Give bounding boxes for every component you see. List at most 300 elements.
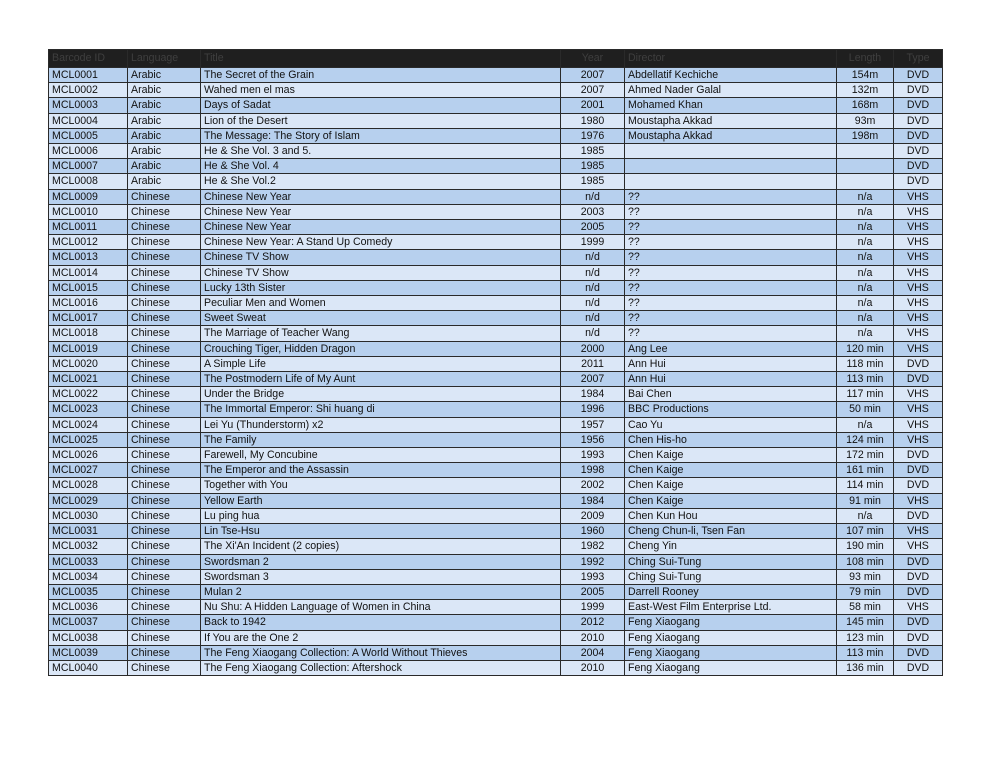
cell-language: Chinese: [128, 402, 201, 417]
cell-barcode-id: MCL0040: [49, 660, 128, 675]
cell-barcode-id: MCL0019: [49, 341, 128, 356]
cell-length: 136 min: [837, 660, 894, 675]
table-row: [49, 159, 943, 174]
cell-type: VHS: [894, 296, 943, 311]
cell-language: Chinese: [128, 615, 201, 630]
cell-length: 168m: [837, 98, 894, 113]
cell-director: ??: [625, 220, 837, 235]
cell-director: ??: [625, 204, 837, 219]
cell-language: Arabic: [128, 98, 201, 113]
cell-title: The Feng Xiaogang Collection: Aftershock: [201, 660, 561, 675]
cell-type: DVD: [894, 630, 943, 645]
cell-year: 1957: [561, 417, 625, 432]
cell-year: n/d: [561, 280, 625, 295]
table-row: [49, 432, 943, 447]
cell-language: Chinese: [128, 341, 201, 356]
cell-language: Chinese: [128, 235, 201, 250]
cell-type: DVD: [894, 508, 943, 523]
cell-type: VHS: [894, 524, 943, 539]
table-row: [49, 113, 943, 128]
cell-length: 107 min: [837, 524, 894, 539]
cell-title: Chinese TV Show: [201, 265, 561, 280]
cell-type: DVD: [894, 645, 943, 660]
table-row: [49, 539, 943, 554]
header-type: Type: [894, 50, 943, 68]
table-row: [49, 387, 943, 402]
cell-barcode-id: MCL0021: [49, 372, 128, 387]
cell-type: DVD: [894, 569, 943, 584]
cell-year: 1985: [561, 174, 625, 189]
cell-title: The Message: The Story of Islam: [201, 128, 561, 143]
cell-type: DVD: [894, 463, 943, 478]
cell-type: DVD: [894, 356, 943, 371]
cell-type: DVD: [894, 554, 943, 569]
cell-director: ??: [625, 296, 837, 311]
cell-language: Arabic: [128, 113, 201, 128]
cell-barcode-id: MCL0010: [49, 204, 128, 219]
cell-title: Lion of the Desert: [201, 113, 561, 128]
cell-length: n/a: [837, 417, 894, 432]
cell-language: Chinese: [128, 280, 201, 295]
cell-year: 2010: [561, 660, 625, 675]
cell-language: Arabic: [128, 83, 201, 98]
cell-barcode-id: MCL0037: [49, 615, 128, 630]
cell-language: Chinese: [128, 417, 201, 432]
cell-barcode-id: MCL0018: [49, 326, 128, 341]
cell-barcode-id: MCL0009: [49, 189, 128, 204]
cell-title: He & She Vol. 3 and 5.: [201, 144, 561, 159]
cell-language: Chinese: [128, 387, 201, 402]
header-row: [49, 50, 943, 68]
cell-language: Chinese: [128, 630, 201, 645]
catalog-sheet: [48, 49, 942, 676]
table-row: [49, 98, 943, 113]
table-row: [49, 341, 943, 356]
cell-year: n/d: [561, 265, 625, 280]
table-row: [49, 493, 943, 508]
cell-title: The Immortal Emperor: Shi huang di: [201, 402, 561, 417]
cell-type: DVD: [894, 113, 943, 128]
cell-type: VHS: [894, 493, 943, 508]
cell-title: Under the Bridge: [201, 387, 561, 402]
cell-title: If You are the One 2: [201, 630, 561, 645]
table-row: [49, 265, 943, 280]
cell-language: Chinese: [128, 524, 201, 539]
cell-director: ??: [625, 311, 837, 326]
cell-type: DVD: [894, 660, 943, 675]
table-row: [49, 144, 943, 159]
cell-length: 79 min: [837, 584, 894, 599]
cell-language: Chinese: [128, 463, 201, 478]
cell-type: DVD: [894, 159, 943, 174]
cell-title: The Emperor and the Assassin: [201, 463, 561, 478]
cell-title: Lu ping hua: [201, 508, 561, 523]
cell-year: 1956: [561, 432, 625, 447]
cell-length: 117 min: [837, 387, 894, 402]
cell-barcode-id: MCL0026: [49, 448, 128, 463]
table-row: [49, 554, 943, 569]
cell-length: 108 min: [837, 554, 894, 569]
header-title: Title: [201, 50, 561, 68]
cell-title: The Secret of the Grain: [201, 68, 561, 83]
cell-type: VHS: [894, 250, 943, 265]
cell-type: DVD: [894, 83, 943, 98]
cell-director: [625, 174, 837, 189]
cell-director: Feng Xiaogang: [625, 615, 837, 630]
cell-year: n/d: [561, 311, 625, 326]
cell-year: 2001: [561, 98, 625, 113]
cell-year: 2007: [561, 372, 625, 387]
cell-director: Bai Chen: [625, 387, 837, 402]
cell-title: A Simple Life: [201, 356, 561, 371]
cell-language: Chinese: [128, 660, 201, 675]
cell-year: 2009: [561, 508, 625, 523]
cell-director: [625, 159, 837, 174]
cell-barcode-id: MCL0004: [49, 113, 128, 128]
cell-type: VHS: [894, 432, 943, 447]
table-row: [49, 569, 943, 584]
cell-director: Feng Xiaogang: [625, 660, 837, 675]
cell-language: Chinese: [128, 220, 201, 235]
cell-director: Chen Kaige: [625, 493, 837, 508]
cell-year: 2010: [561, 630, 625, 645]
cell-language: Chinese: [128, 569, 201, 584]
cell-director: ??: [625, 326, 837, 341]
table-row: [49, 584, 943, 599]
table-row: [49, 660, 943, 675]
cell-barcode-id: MCL0027: [49, 463, 128, 478]
cell-title: Chinese New Year: [201, 204, 561, 219]
cell-length: 113 min: [837, 372, 894, 387]
cell-length: 172 min: [837, 448, 894, 463]
header-barcode-id: Barcode ID: [49, 50, 128, 68]
table-row: [49, 220, 943, 235]
cell-year: n/d: [561, 326, 625, 341]
cell-type: DVD: [894, 615, 943, 630]
cell-length: 198m: [837, 128, 894, 143]
cell-language: Chinese: [128, 356, 201, 371]
cell-barcode-id: MCL0022: [49, 387, 128, 402]
cell-barcode-id: MCL0020: [49, 356, 128, 371]
cell-year: 1960: [561, 524, 625, 539]
cell-barcode-id: MCL0031: [49, 524, 128, 539]
table-row: [49, 68, 943, 83]
cell-type: VHS: [894, 220, 943, 235]
cell-barcode-id: MCL0001: [49, 68, 128, 83]
cell-director: Ching Sui-Tung: [625, 569, 837, 584]
cell-language: Chinese: [128, 584, 201, 599]
cell-language: Arabic: [128, 68, 201, 83]
cell-title: Peculiar Men and Women: [201, 296, 561, 311]
table-row: [49, 508, 943, 523]
cell-director: Chen Kun Hou: [625, 508, 837, 523]
cell-length: n/a: [837, 296, 894, 311]
cell-type: VHS: [894, 341, 943, 356]
cell-type: VHS: [894, 311, 943, 326]
cell-length: 154m: [837, 68, 894, 83]
cell-type: VHS: [894, 387, 943, 402]
cell-year: 1998: [561, 463, 625, 478]
cell-director: ??: [625, 280, 837, 295]
cell-barcode-id: MCL0033: [49, 554, 128, 569]
cell-year: 1996: [561, 402, 625, 417]
cell-type: VHS: [894, 539, 943, 554]
cell-length: 190 min: [837, 539, 894, 554]
cell-language: Chinese: [128, 645, 201, 660]
cell-language: Arabic: [128, 144, 201, 159]
cell-type: DVD: [894, 174, 943, 189]
cell-length: n/a: [837, 235, 894, 250]
cell-title: Nu Shu: A Hidden Language of Women in China: [201, 600, 561, 615]
cell-type: VHS: [894, 189, 943, 204]
cell-title: Chinese New Year: [201, 220, 561, 235]
cell-title: Yellow Earth: [201, 493, 561, 508]
cell-director: Mohamed Khan: [625, 98, 837, 113]
cell-length: n/a: [837, 508, 894, 523]
cell-title: The Feng Xiaogang Collection: A World Without Thieves: [201, 645, 561, 660]
cell-length: 120 min: [837, 341, 894, 356]
cell-year: 1993: [561, 569, 625, 584]
cell-type: VHS: [894, 326, 943, 341]
cell-title: Crouching Tiger, Hidden Dragon: [201, 341, 561, 356]
cell-director: ??: [625, 189, 837, 204]
cell-length: 113 min: [837, 645, 894, 660]
cell-language: Chinese: [128, 250, 201, 265]
cell-type: DVD: [894, 98, 943, 113]
cell-year: 2005: [561, 584, 625, 599]
cell-length: 93 min: [837, 569, 894, 584]
cell-length: 93m: [837, 113, 894, 128]
table-row: [49, 463, 943, 478]
cell-title: He & She Vol.2: [201, 174, 561, 189]
table-row: [49, 478, 943, 493]
cell-director: Ching Sui-Tung: [625, 554, 837, 569]
cell-type: DVD: [894, 68, 943, 83]
cell-length: n/a: [837, 326, 894, 341]
cell-barcode-id: MCL0030: [49, 508, 128, 523]
cell-year: 1993: [561, 448, 625, 463]
table-row: [49, 448, 943, 463]
cell-year: 2004: [561, 645, 625, 660]
cell-length: n/a: [837, 204, 894, 219]
cell-director: Cheng Chun-li, Tsen Fan: [625, 524, 837, 539]
cell-barcode-id: MCL0015: [49, 280, 128, 295]
cell-year: 1982: [561, 539, 625, 554]
cell-length: n/a: [837, 311, 894, 326]
cell-barcode-id: MCL0025: [49, 432, 128, 447]
cell-language: Chinese: [128, 326, 201, 341]
cell-barcode-id: MCL0011: [49, 220, 128, 235]
cell-title: Mulan 2: [201, 584, 561, 599]
cell-title: Wahed men el mas: [201, 83, 561, 98]
cell-title: Days of Sadat: [201, 98, 561, 113]
cell-year: 2002: [561, 478, 625, 493]
cell-year: n/d: [561, 296, 625, 311]
cell-language: Chinese: [128, 265, 201, 280]
cell-language: Chinese: [128, 432, 201, 447]
table-row: [49, 204, 943, 219]
table-row: [49, 356, 943, 371]
cell-length: n/a: [837, 220, 894, 235]
cell-title: Lei Yu (Thunderstorm) x2: [201, 417, 561, 432]
cell-title: Together with You: [201, 478, 561, 493]
cell-year: 2011: [561, 356, 625, 371]
cell-title: Lucky 13th Sister: [201, 280, 561, 295]
cell-language: Arabic: [128, 128, 201, 143]
cell-director: Ang Lee: [625, 341, 837, 356]
cell-title: The Postmodern Life of My Aunt: [201, 372, 561, 387]
cell-director: Cao Yu: [625, 417, 837, 432]
table-header: [49, 50, 943, 68]
cell-year: 1984: [561, 493, 625, 508]
cell-title: Chinese TV Show: [201, 250, 561, 265]
cell-title: Chinese New Year: [201, 189, 561, 204]
cell-year: 2012: [561, 615, 625, 630]
cell-director: Feng Xiaogang: [625, 645, 837, 660]
cell-type: VHS: [894, 280, 943, 295]
cell-type: DVD: [894, 448, 943, 463]
cell-length: [837, 144, 894, 159]
header-language: Language: [128, 50, 201, 68]
cell-type: DVD: [894, 372, 943, 387]
cell-barcode-id: MCL0039: [49, 645, 128, 660]
cell-length: [837, 159, 894, 174]
cell-language: Chinese: [128, 554, 201, 569]
table-row: [49, 417, 943, 432]
cell-language: Chinese: [128, 296, 201, 311]
table-row: [49, 615, 943, 630]
cell-year: 1985: [561, 144, 625, 159]
cell-length: 124 min: [837, 432, 894, 447]
cell-year: 1980: [561, 113, 625, 128]
table-row: [49, 372, 943, 387]
cell-length: 91 min: [837, 493, 894, 508]
cell-language: Chinese: [128, 539, 201, 554]
cell-barcode-id: MCL0023: [49, 402, 128, 417]
header-director: Director: [625, 50, 837, 68]
cell-director: Chen Kaige: [625, 478, 837, 493]
cell-language: Chinese: [128, 311, 201, 326]
cell-director: Chen Kaige: [625, 448, 837, 463]
cell-language: Chinese: [128, 204, 201, 219]
cell-director: Cheng Yin: [625, 539, 837, 554]
cell-type: DVD: [894, 144, 943, 159]
cell-barcode-id: MCL0024: [49, 417, 128, 432]
table-row: [49, 83, 943, 98]
cell-year: 1999: [561, 600, 625, 615]
cell-title: The Family: [201, 432, 561, 447]
cell-director: East-West Film Enterprise Ltd.: [625, 600, 837, 615]
cell-director: Ann Hui: [625, 356, 837, 371]
cell-language: Chinese: [128, 493, 201, 508]
cell-barcode-id: MCL0007: [49, 159, 128, 174]
cell-type: DVD: [894, 584, 943, 599]
cell-length: 118 min: [837, 356, 894, 371]
cell-title: He & She Vol. 4: [201, 159, 561, 174]
cell-barcode-id: MCL0016: [49, 296, 128, 311]
table-row: [49, 250, 943, 265]
cell-title: Swordsman 2: [201, 554, 561, 569]
cell-year: 1985: [561, 159, 625, 174]
table-row: [49, 630, 943, 645]
cell-barcode-id: MCL0008: [49, 174, 128, 189]
cell-length: n/a: [837, 250, 894, 265]
cell-year: 1984: [561, 387, 625, 402]
cell-barcode-id: MCL0032: [49, 539, 128, 554]
cell-director: Feng Xiaogang: [625, 630, 837, 645]
cell-type: VHS: [894, 417, 943, 432]
cell-year: 1992: [561, 554, 625, 569]
cell-type: DVD: [894, 478, 943, 493]
cell-barcode-id: MCL0012: [49, 235, 128, 250]
cell-length: 145 min: [837, 615, 894, 630]
cell-year: n/d: [561, 189, 625, 204]
cell-director: Chen Kaige: [625, 463, 837, 478]
cell-barcode-id: MCL0002: [49, 83, 128, 98]
cell-length: 132m: [837, 83, 894, 98]
cell-length: n/a: [837, 265, 894, 280]
cell-director: Ahmed Nader Galal: [625, 83, 837, 98]
cell-barcode-id: MCL0005: [49, 128, 128, 143]
cell-length: 58 min: [837, 600, 894, 615]
table-row: [49, 280, 943, 295]
cell-year: 2003: [561, 204, 625, 219]
cell-type: VHS: [894, 204, 943, 219]
table-row: [49, 645, 943, 660]
cell-director: Ann Hui: [625, 372, 837, 387]
cell-barcode-id: MCL0029: [49, 493, 128, 508]
cell-director: Moustapha Akkad: [625, 128, 837, 143]
table-row: [49, 128, 943, 143]
cell-barcode-id: MCL0017: [49, 311, 128, 326]
cell-length: 114 min: [837, 478, 894, 493]
cell-year: 2007: [561, 83, 625, 98]
cell-type: VHS: [894, 235, 943, 250]
cell-language: Arabic: [128, 159, 201, 174]
cell-title: Sweet Sweat: [201, 311, 561, 326]
cell-title: Farewell, My Concubine: [201, 448, 561, 463]
cell-language: Chinese: [128, 508, 201, 523]
cell-language: Chinese: [128, 478, 201, 493]
cell-barcode-id: MCL0038: [49, 630, 128, 645]
cell-type: VHS: [894, 265, 943, 280]
cell-barcode-id: MCL0028: [49, 478, 128, 493]
cell-director: ??: [625, 265, 837, 280]
cell-barcode-id: MCL0013: [49, 250, 128, 265]
cell-director: Chen His-ho: [625, 432, 837, 447]
cell-language: Chinese: [128, 600, 201, 615]
cell-barcode-id: MCL0014: [49, 265, 128, 280]
cell-language: Chinese: [128, 189, 201, 204]
table-row: [49, 189, 943, 204]
cell-barcode-id: MCL0006: [49, 144, 128, 159]
cell-language: Chinese: [128, 448, 201, 463]
cell-type: VHS: [894, 600, 943, 615]
cell-title: Back to 1942: [201, 615, 561, 630]
table-body: [49, 68, 943, 676]
cell-year: n/d: [561, 250, 625, 265]
cell-year: 1976: [561, 128, 625, 143]
cell-title: The Marriage of Teacher Wang: [201, 326, 561, 341]
cell-director: ??: [625, 235, 837, 250]
table-row: [49, 174, 943, 189]
cell-length: 161 min: [837, 463, 894, 478]
cell-title: Chinese New Year: A Stand Up Comedy: [201, 235, 561, 250]
header-year: Year: [561, 50, 625, 68]
cell-length: 123 min: [837, 630, 894, 645]
cell-barcode-id: MCL0035: [49, 584, 128, 599]
cell-year: 1999: [561, 235, 625, 250]
